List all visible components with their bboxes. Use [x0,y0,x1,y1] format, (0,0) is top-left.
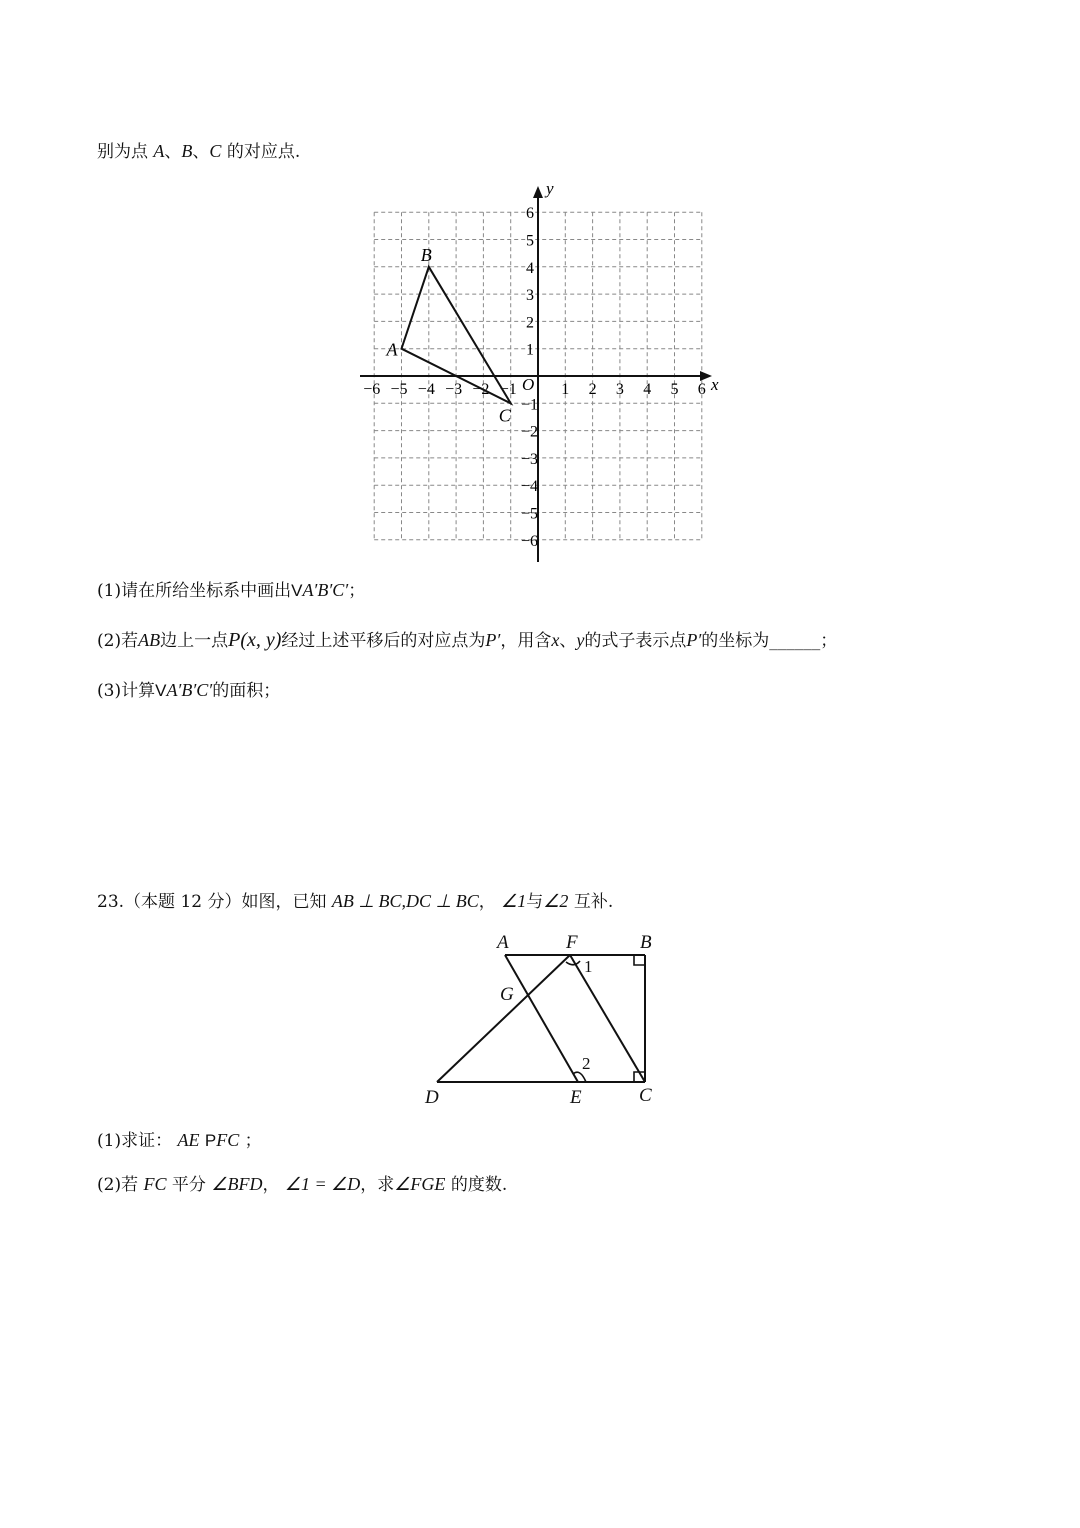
q22-p3-text: (3)计算 [97,681,156,701]
y-tick-label: 4 [526,259,534,277]
point-p-prime: P′ [485,630,501,650]
label-f: F [566,932,578,953]
point-label-a: A [386,339,398,360]
q22-part1 [97,578,365,603]
angle-1: ∠1 [501,891,527,911]
var-x: x [551,630,560,650]
q23-p2-a: (2)若 [97,1175,139,1195]
point-label-b: B [420,244,432,265]
segment-ae [505,955,578,1082]
q22-p2-d: ，用含 [500,631,552,651]
intro-point-a: A [153,141,165,161]
label-b: B [640,932,652,953]
intro-sep: 、 [164,142,182,162]
y-tick-label: −5 [521,505,539,523]
y-tick-label: 5 [526,232,534,250]
angle-equality: ∠1 = ∠D [284,1174,361,1194]
x-tick-label: 2 [588,381,597,398]
angle-fge: ∠FGE [394,1174,446,1194]
q22-p1-suffix: ； [348,581,366,601]
point-p-prime-2: P′ [686,630,702,650]
x-tick-label: 5 [670,381,679,398]
coordinate-figure [350,178,740,568]
intro-prefix: 别为点 [97,142,148,162]
segment-ae: AE [177,1130,200,1150]
x-tick-label: −4 [417,381,435,398]
point-p-coords: (x, y) [240,629,282,651]
geometry-figure [420,928,670,1108]
x-tick-label: 6 [697,381,706,398]
q23-p1-text: (1)求证： [97,1131,173,1151]
q23-title: 23.（本题 12 分）如图，已知 [97,892,327,912]
right-angle-b [634,955,645,965]
x-tick-label: −5 [390,381,408,398]
tick-labels [363,205,706,550]
triangle-symbol: V [155,681,167,700]
origin-label: O [522,375,535,394]
y-tick-label: −6 [521,532,539,550]
x-tick-label: −1 [499,381,517,398]
triangle-name: A′B′C′ [166,680,213,700]
x-axis-label: x [711,375,719,394]
x-tick-label: 4 [643,381,652,398]
segment-fc: FC [216,1130,240,1150]
intro-suffix: 的对应点. [226,142,301,162]
q23-with: 与 [526,892,544,912]
label-angle-2: 2 [582,1054,591,1073]
q22-p2-e: 、 [559,631,577,651]
q23-part2 [97,1172,507,1197]
q23-p2-degree: 的度数. [450,1175,508,1195]
triangle-name: A′B′C′ [302,580,349,600]
x-tick-label: −3 [445,381,463,398]
q22-p2-a: (2)若 [97,631,139,651]
q22-p2-f: 的式子表示点 [584,631,687,651]
intro-point-c: C [209,141,222,161]
segment-fc: FC [143,1174,167,1194]
y-tick-label: 6 [526,205,534,223]
q23-header [97,889,613,914]
q22-p3-suffix: 的面积； [212,681,281,701]
intro-sep: 、 [192,142,210,162]
triangle-symbol: V [291,581,303,600]
q22-part2 [97,628,837,653]
label-e: E [570,1087,582,1108]
y-tick-label: −2 [521,423,539,441]
q23-p2-bisect: 平分 [171,1175,206,1195]
var-y: y [576,630,585,650]
y-axis-arrow [533,186,543,198]
parallel-symbol: P [204,1131,217,1150]
q22-p2-c: 经过上述平移后的对应点为 [281,631,486,651]
y-tick-label: 3 [526,287,534,305]
q23-supplementary: 互补. [573,892,614,912]
q23-condition: AB ⊥ BC,DC ⊥ BC [331,891,479,911]
q22-p2-blank: 的坐标为______； [701,631,838,651]
y-tick-label: 2 [526,314,534,332]
q22-p2-b: 边上一点 [160,631,229,651]
y-tick-label: −4 [521,478,539,496]
point-label-c: C [498,405,511,426]
y-tick-label: 1 [526,341,534,359]
segment-ab: AB [138,630,161,650]
y-axis-label: y [546,179,554,198]
y-tick-label: −1 [521,396,539,414]
q23-comma: ， [478,892,496,912]
segment-fd [437,955,570,1082]
angle-bfd: ∠BFD [211,1174,263,1194]
point-p: P [228,629,241,651]
label-c: C [639,1085,652,1106]
q22-part3 [97,678,280,703]
q22-p1-text: (1)请在所给坐标系中画出 [97,581,292,601]
intro-line [97,139,300,164]
q23-p2-comma: ， [262,1175,280,1195]
x-tick-label: −2 [472,381,490,398]
label-g: G [500,984,514,1005]
triangle-abc [386,245,512,426]
x-tick-label: 1 [561,381,570,398]
axes [360,179,719,562]
q23-p2-find: ，求 [360,1175,395,1195]
angle-2: ∠2 [543,891,569,911]
label-angle-1: 1 [584,957,593,976]
x-tick-label: −6 [363,381,381,398]
intro-point-b: B [181,141,193,161]
q23-part1 [97,1128,262,1153]
x-tick-label: 3 [615,381,624,398]
label-a: A [497,932,509,953]
label-d: D [425,1087,439,1108]
q23-p1-suffix: ； [244,1131,262,1151]
y-tick-label: −3 [521,450,539,468]
